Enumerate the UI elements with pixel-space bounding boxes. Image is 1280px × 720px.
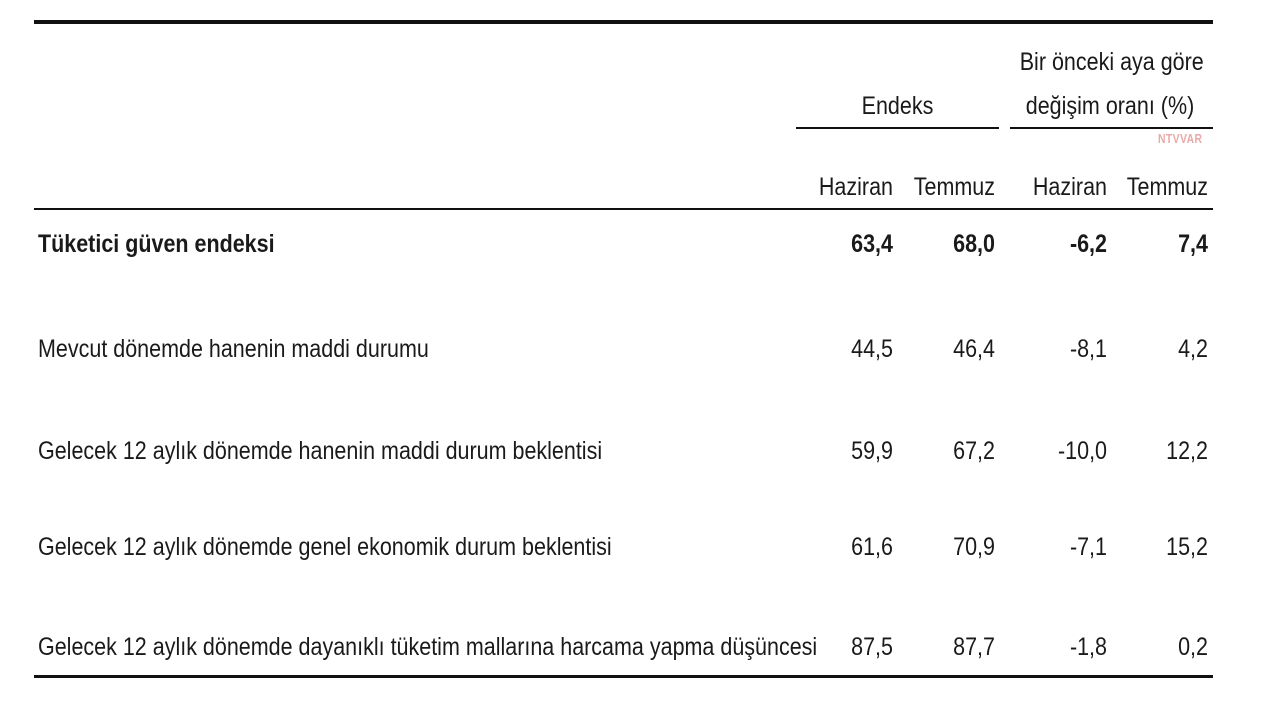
index-group-header: Endeks xyxy=(861,92,934,120)
value-change-june: -6,2 xyxy=(1069,230,1107,258)
sub-header-change-june: Haziran xyxy=(1032,173,1107,201)
value-index-july: 87,7 xyxy=(953,633,995,661)
value-change-july: 0,2 xyxy=(1178,633,1208,661)
sub-header-index-july: Temmuz xyxy=(913,173,995,201)
value-change-july: 7,4 xyxy=(1178,230,1208,258)
table-top-rule xyxy=(34,20,1213,24)
row-label: Gelecek 12 aylık dönemde genel ekonomik durum beklentisi xyxy=(38,533,612,561)
value-index-july: 67,2 xyxy=(953,437,995,465)
change-group-header-line2: değişim oranı (%) xyxy=(1025,92,1195,120)
value-index-july: 68,0 xyxy=(953,230,995,258)
watermark: NTVVAR xyxy=(1158,131,1203,146)
value-change-july: 4,2 xyxy=(1178,335,1208,363)
row-label: Mevcut dönemde hanenin maddi durumu xyxy=(38,335,429,363)
index-group-underline xyxy=(796,127,999,129)
change-group-underline xyxy=(1010,127,1213,129)
value-index-june: 61,6 xyxy=(851,533,893,561)
header-bottom-rule xyxy=(34,208,1213,210)
value-index-june: 63,4 xyxy=(851,230,893,258)
sub-header-index-june: Haziran xyxy=(818,173,893,201)
value-index-june: 44,5 xyxy=(851,335,893,363)
value-change-june: -8,1 xyxy=(1069,335,1107,363)
table-bottom-rule xyxy=(34,675,1213,678)
value-index-june: 59,9 xyxy=(851,437,893,465)
change-group-header-line1: Bir önceki aya göre xyxy=(1019,48,1204,76)
sub-header-change-july: Temmuz xyxy=(1126,173,1208,201)
value-index-july: 46,4 xyxy=(953,335,995,363)
row-label: Tüketici güven endeksi xyxy=(38,230,275,258)
value-index-june: 87,5 xyxy=(851,633,893,661)
row-label: Gelecek 12 aylık dönemde dayanıklı tüketim mallarına harcama yapma düşüncesi xyxy=(38,633,818,661)
value-change-june: -7,1 xyxy=(1069,533,1107,561)
value-change-june: -10,0 xyxy=(1057,437,1107,465)
value-change-june: -1,8 xyxy=(1069,633,1107,661)
row-label: Gelecek 12 aylık dönemde hanenin maddi durum beklentisi xyxy=(38,437,603,465)
value-change-july: 15,2 xyxy=(1166,533,1208,561)
value-index-july: 70,9 xyxy=(953,533,995,561)
value-change-july: 12,2 xyxy=(1166,437,1208,465)
